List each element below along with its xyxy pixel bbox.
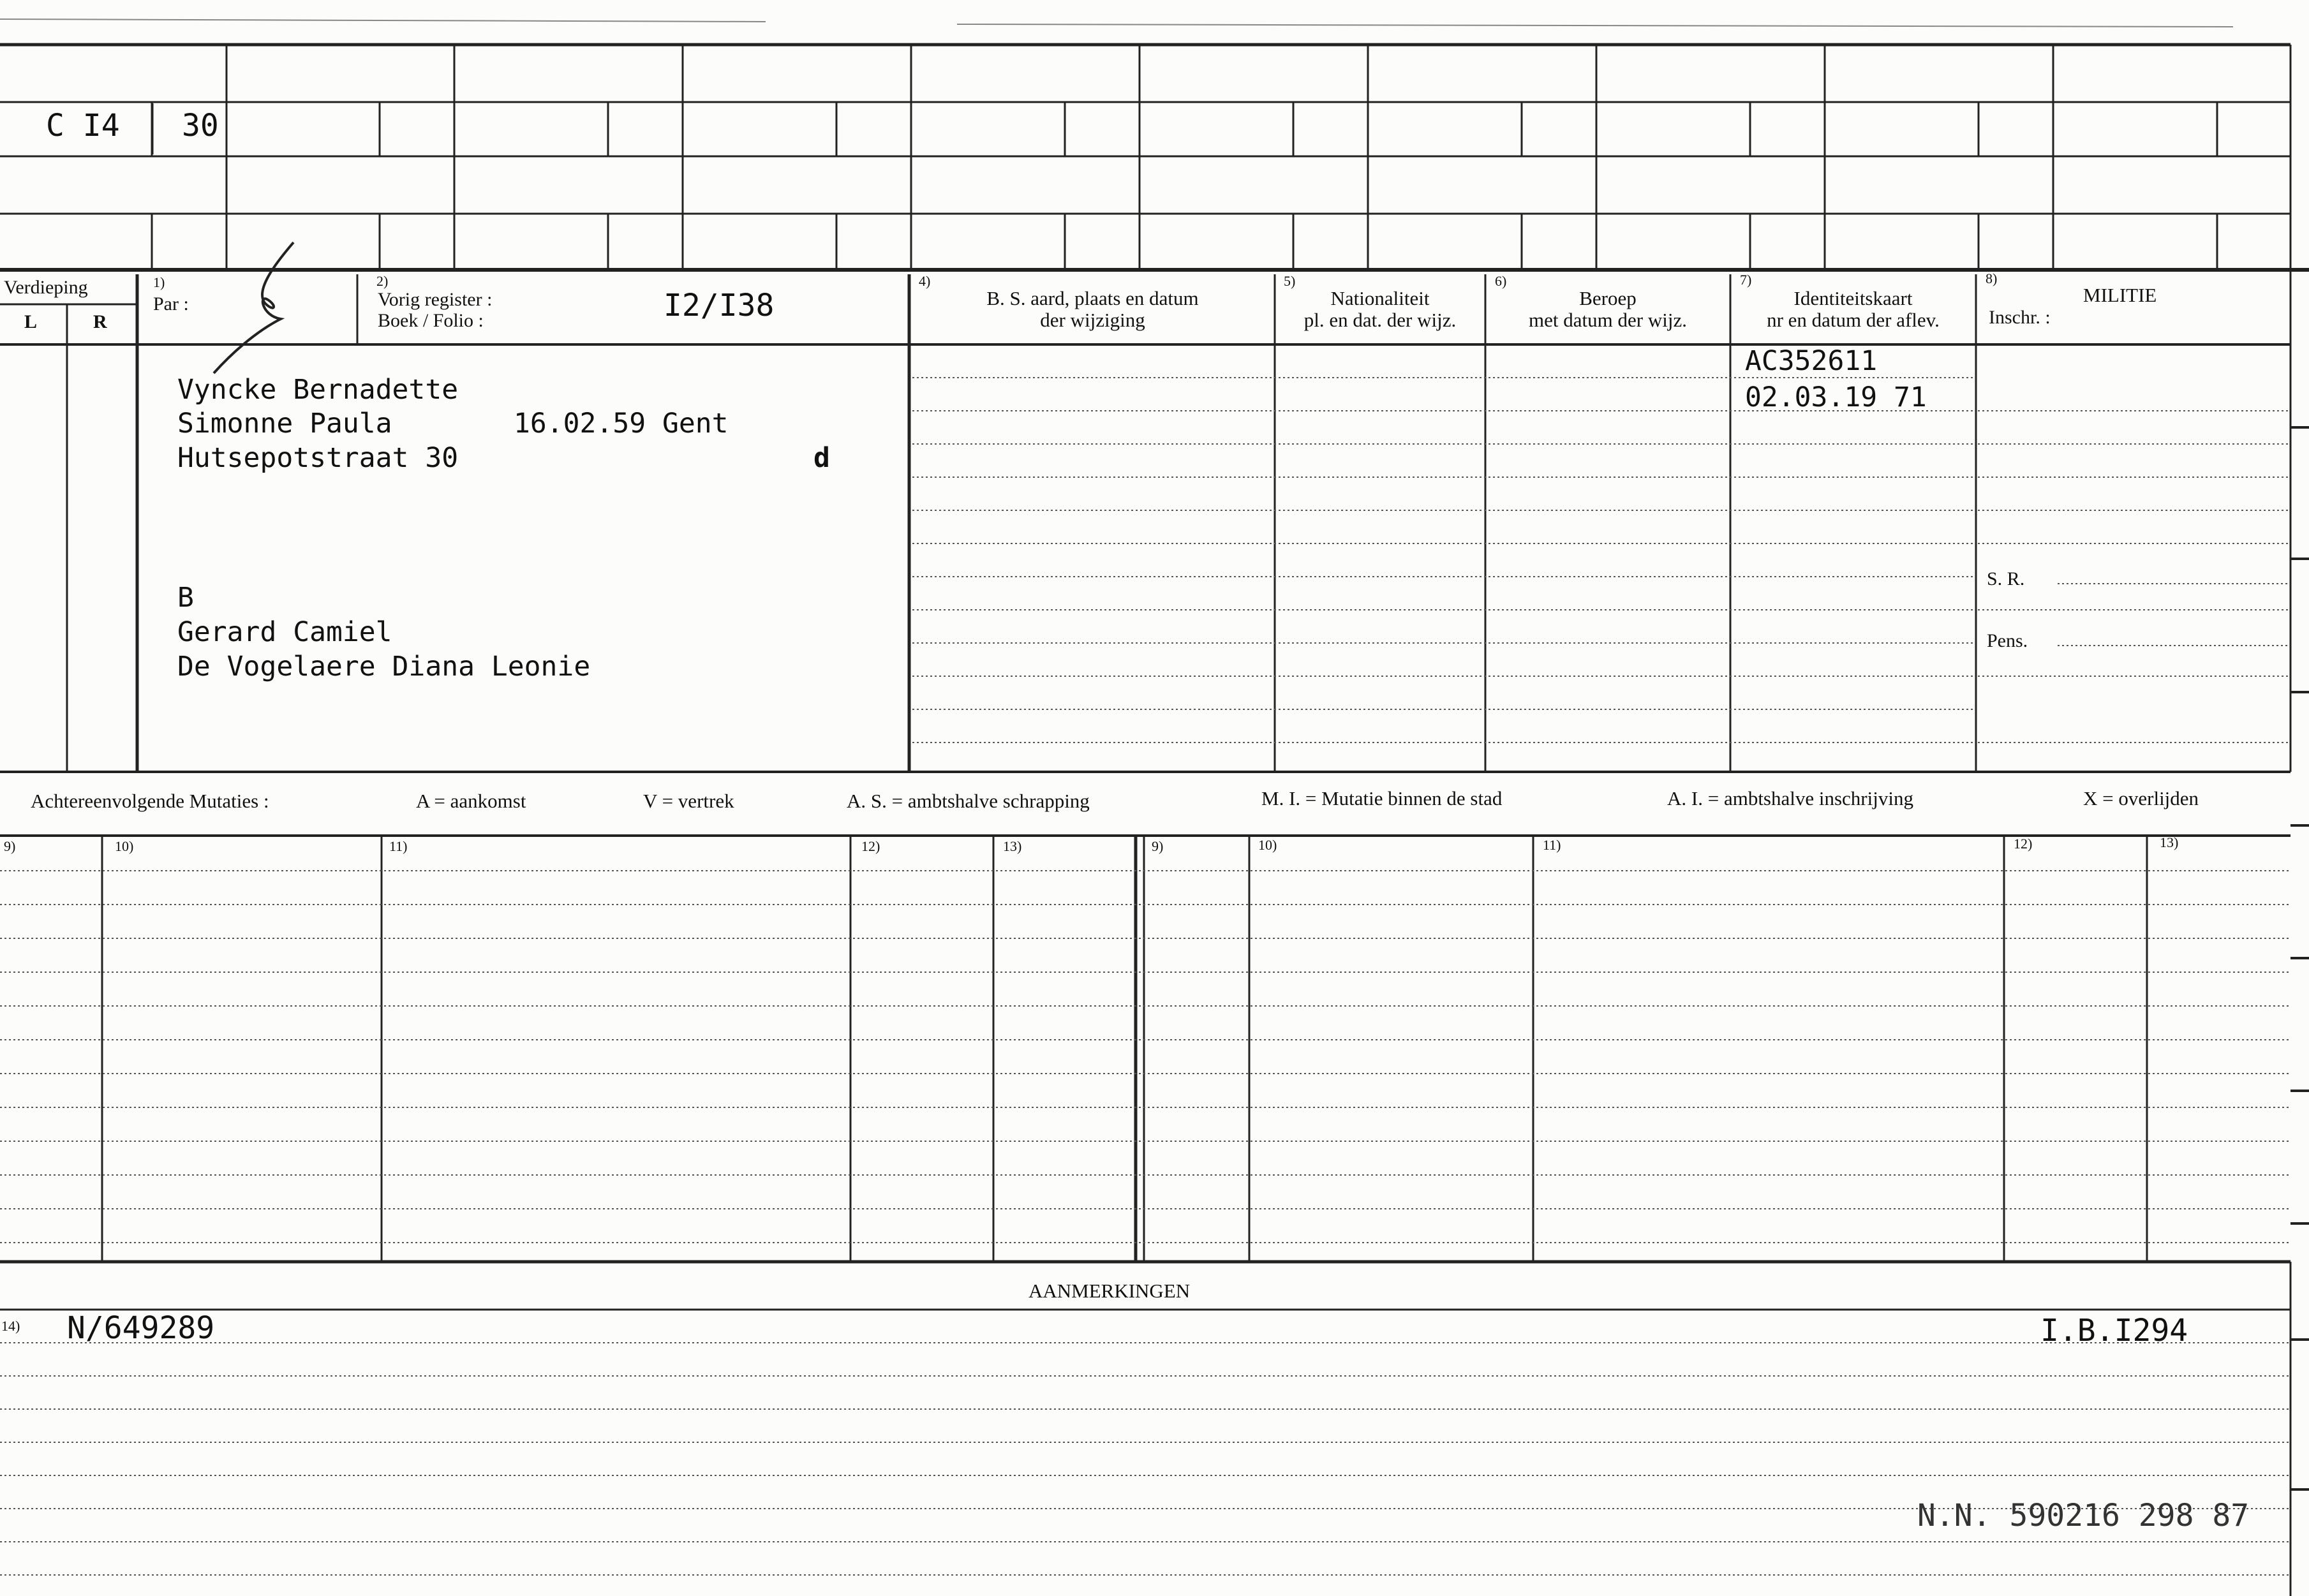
index-number: 30 <box>182 108 219 144</box>
pens-label: Pens. <box>1987 630 2028 651</box>
person-birth: 16.02.59 Gent <box>514 408 729 440</box>
section-letter: B <box>177 582 194 614</box>
remarks-code: I.B.I294 <box>2040 1313 2188 1348</box>
col2-number: 2) <box>376 273 389 289</box>
legend-aankomst: A = aankomst <box>416 790 526 812</box>
beroep-header-line1: Beroep <box>1579 287 1637 309</box>
person-marker: d <box>813 442 830 474</box>
verdieping-label: Verdieping <box>4 277 88 298</box>
vorig-register-value: I2/I38 <box>664 288 775 323</box>
remarks-number: 14) <box>1 1318 20 1334</box>
floor-left-label: L <box>24 311 38 332</box>
id-header-line2: nr en datum der aflev. <box>1767 309 1940 331</box>
mutation-col-number: 13) <box>2160 834 2179 850</box>
nationality-header-line2: pl. en dat. der wijz. <box>1303 309 1457 331</box>
nationality-header-line1: Nationaliteit <box>1330 287 1430 309</box>
par-signature <box>204 239 319 380</box>
mutation-col-number: 12) <box>861 838 880 854</box>
national-number: N.N. 590216 298 87 <box>1917 1498 2250 1533</box>
col8-number: 8) <box>1986 270 1998 286</box>
mutation-col-number: 13) <box>1003 838 1022 854</box>
person-surname-firstname: Vyncke Bernadette <box>177 374 459 406</box>
col1-number: 1) <box>153 274 165 290</box>
legend-mutatie: M. I. = Mutatie binnen de stad <box>1261 787 1503 809</box>
remarks-title: AANMERKINGEN <box>1028 1280 1191 1302</box>
legend-schrapping: A. S. = ambtshalve schrapping <box>847 790 1090 812</box>
par-label: Par : <box>153 293 189 314</box>
bs-header-line2: der wijziging <box>1040 309 1145 331</box>
col7-number: 7) <box>1740 272 1752 288</box>
person-middle-names: Simonne Paula <box>177 408 392 440</box>
index-divider <box>150 103 155 154</box>
mutation-col-number: 10) <box>115 838 134 854</box>
floor-right-label: R <box>93 311 107 332</box>
mutation-col-number: 10) <box>1258 837 1277 853</box>
mutation-col-number: 9) <box>1152 838 1164 854</box>
remarks-reference: N/649289 <box>67 1310 215 1346</box>
bs-header-line1: B. S. aard, plaats en datum <box>986 287 1199 309</box>
person-address: Hutsepotstraat 30 <box>177 442 459 474</box>
id-card-number: AC352611 <box>1745 345 1878 377</box>
militie-header: MILITIE <box>2083 284 2157 306</box>
id-header-line1: Identiteitskaart <box>1793 287 1913 309</box>
mutation-col-number: 11) <box>389 838 408 854</box>
mutation-col-number: 9) <box>4 838 16 854</box>
vorig-register-label: Vorig register : <box>378 289 493 310</box>
sr-label: S. R. <box>1987 568 2025 589</box>
mother-name: De Vogelaere Diana Leonie <box>177 651 591 683</box>
legend-vertrek: V = vertrek <box>643 790 734 812</box>
id-card-date: 02.03.19 71 <box>1745 381 1927 413</box>
inschr-label: Inschr. : <box>1989 307 2051 328</box>
mutation-col-number: 12) <box>2014 836 2033 852</box>
col5-number: 5) <box>1284 273 1296 289</box>
mutation-col-number: 11) <box>1543 837 1561 853</box>
col6-number: 6) <box>1495 273 1507 289</box>
mutations-legend-title: Achtereenvolgende Mutaties : <box>31 790 269 812</box>
boek-folio-label: Boek / Folio : <box>378 310 484 331</box>
col4-number: 4) <box>919 273 931 289</box>
beroep-header-line2: met datum der wijz. <box>1529 309 1687 331</box>
father-name: Gerard Camiel <box>177 616 392 648</box>
legend-inschrijving: A. I. = ambtshalve inschrijving <box>1667 787 1913 809</box>
index-code: C I4 <box>46 108 120 144</box>
legend-overlijden: X = overlijden <box>2083 787 2199 809</box>
